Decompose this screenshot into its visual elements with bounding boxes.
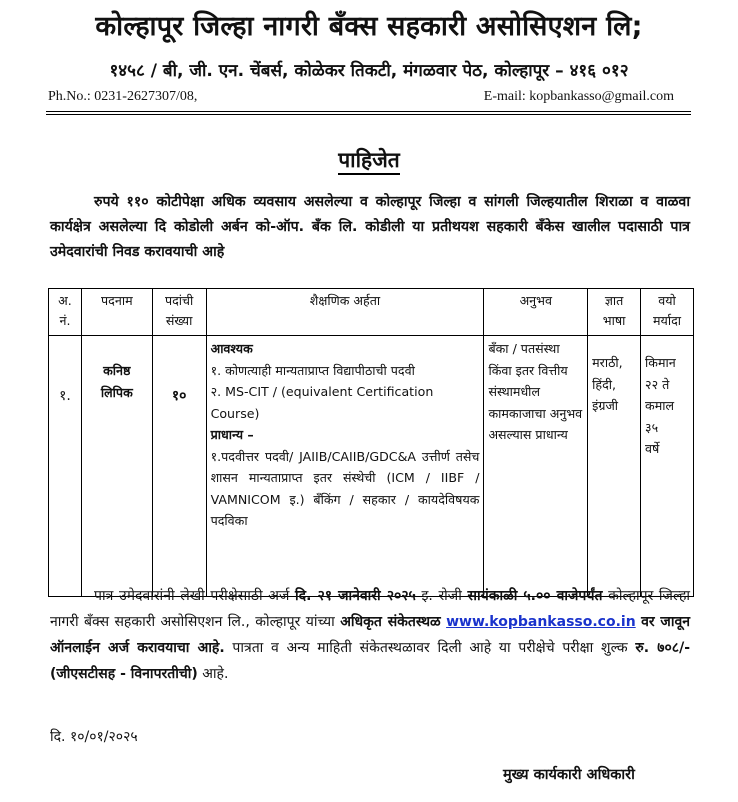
app-text-bold: वर जावून ऑनलाईन अर्ज करावयाचा आहे.: [50, 614, 691, 656]
qual-required-item: १. कोणत्याही मान्यताप्राप्त विद्यापीठाची पदवी: [210, 362, 415, 378]
header-divider-bottom: [46, 114, 691, 115]
table-header-row: [49, 289, 694, 336]
website-label: अधिकृत संकेतस्थळ: [340, 614, 441, 630]
exam-fee: रु. ७०८/- (जीएसटीसह - विनापरतीची): [50, 640, 691, 682]
language-item: हिंदी,: [592, 376, 617, 392]
header-sr-no: अ. नं.: [49, 289, 82, 336]
notice-heading: पाहिजेत: [0, 146, 738, 174]
organization-name: कोल्हापूर जिल्हा नागरी बँक्स सहकारी असोसिएशन लि;: [95, 11, 643, 42]
notice-intro: रुपये ११० कोटीपेक्षा अधिक व्यवसाय असलेल्या व कोल्हापूर जिल्हा व सांगली जिल्हयातील शिराळा व वाळवा कार्यक्षेत्र असलेल्या दि कोडोली अर्बन को-ऑप. बँक लि. कोडीली या प्रतीथयश सहकारी बँकेस खालील पदासाठी पात्र उमेदवारांची निवड करावयाची आहे: [50, 194, 690, 260]
cell-age-limit: [641, 336, 694, 597]
header-language: ज्ञात भाषा: [588, 289, 641, 336]
language-item: इंग्रजी: [592, 398, 619, 413]
age-line: वर्षे: [645, 441, 660, 456]
cell-count: १०: [152, 336, 206, 597]
phone-number: Ph.No.: 0231-2627307/08,: [48, 89, 198, 104]
signatory-title: मुख्य कार्यकारी अधिकारी: [503, 767, 635, 783]
app-text: इ. रोजी: [421, 588, 462, 604]
age-line: कमाल: [645, 398, 675, 413]
application-time: सायंकाळी ५.०० वाजेपर्यंत: [467, 588, 603, 604]
cell-qualification: [206, 336, 484, 597]
cell-language: [588, 336, 641, 597]
language-item: मराठी,: [592, 355, 623, 370]
qual-required-label: आवश्यक: [210, 341, 253, 356]
cell-sr-no: १.: [49, 336, 82, 597]
qual-preferred-label: प्राधान्य –: [210, 427, 254, 442]
header-post: पदनाम: [81, 289, 152, 336]
application-deadline: दि. २१ जानेवारी २०२५: [295, 588, 416, 604]
app-text: आहे.: [202, 666, 229, 682]
age-line: किमान: [645, 355, 676, 370]
age-line: ३५: [645, 419, 659, 435]
app-text: पात्रता व अन्य माहिती संकेतस्थळावर दिली आहे या परीक्षेचे परीक्षा शुल्क: [232, 640, 628, 656]
cell-post: कनिष्ठ लिपिक: [81, 336, 152, 597]
contact-line: [48, 89, 674, 105]
qual-preferred-text: १.पदवीत्तर पदवी/ JAIIB/CAIIB/GDC&A उत्तीर्ण तसेच शासन मान्यताप्राप्त इतर संस्थेची (ICM / IIBF / VAMNICOM इ.) बँकिंग / सहकार / कायदेविषयक पदविका: [210, 448, 480, 528]
vacancy-table: [48, 288, 694, 597]
cell-experience: बँका / पतसंस्था किंवा इतर वित्तीय संस्थामधील कामकाजाचा अनुभव असल्यास प्राधान्य: [484, 336, 588, 597]
header-age-limit: वयो मर्यादा: [641, 289, 694, 336]
qual-required-item: २. MS-CIT / (equivalent Certification Course): [210, 384, 434, 421]
age-line: २२ ते: [645, 376, 670, 392]
notice-date: दि. १०/०१/२०२५: [50, 729, 138, 745]
header-divider-top: [46, 111, 691, 112]
header-experience: अनुभव: [484, 289, 588, 336]
application-instructions: [50, 583, 690, 687]
header-qualification: शैक्षणिक अर्हता: [206, 289, 484, 336]
header-count: पदांची संख्या: [152, 289, 206, 336]
app-text: पात्र उमेदवारांनी लेखी परीक्षेसाठी अर्ज: [94, 588, 290, 604]
app-text: कोल्हापूर जिल्हा नागरी बँक्स सहकारी असोसिएशन लि., कोल्हापूर यांच्या: [50, 588, 691, 630]
table-row: [49, 336, 694, 597]
email-address: E-mail: kopbankasso@gmail.com: [483, 89, 674, 104]
website-link[interactable]: www.kopbankasso.co.in: [446, 614, 636, 630]
organization-address: १४५८ / बी, जी. एन. चेंबर्स, कोळेकर तिकटी, मंगळवार पेठ, कोल्हापूर – ४१६ ०१२: [109, 61, 629, 81]
